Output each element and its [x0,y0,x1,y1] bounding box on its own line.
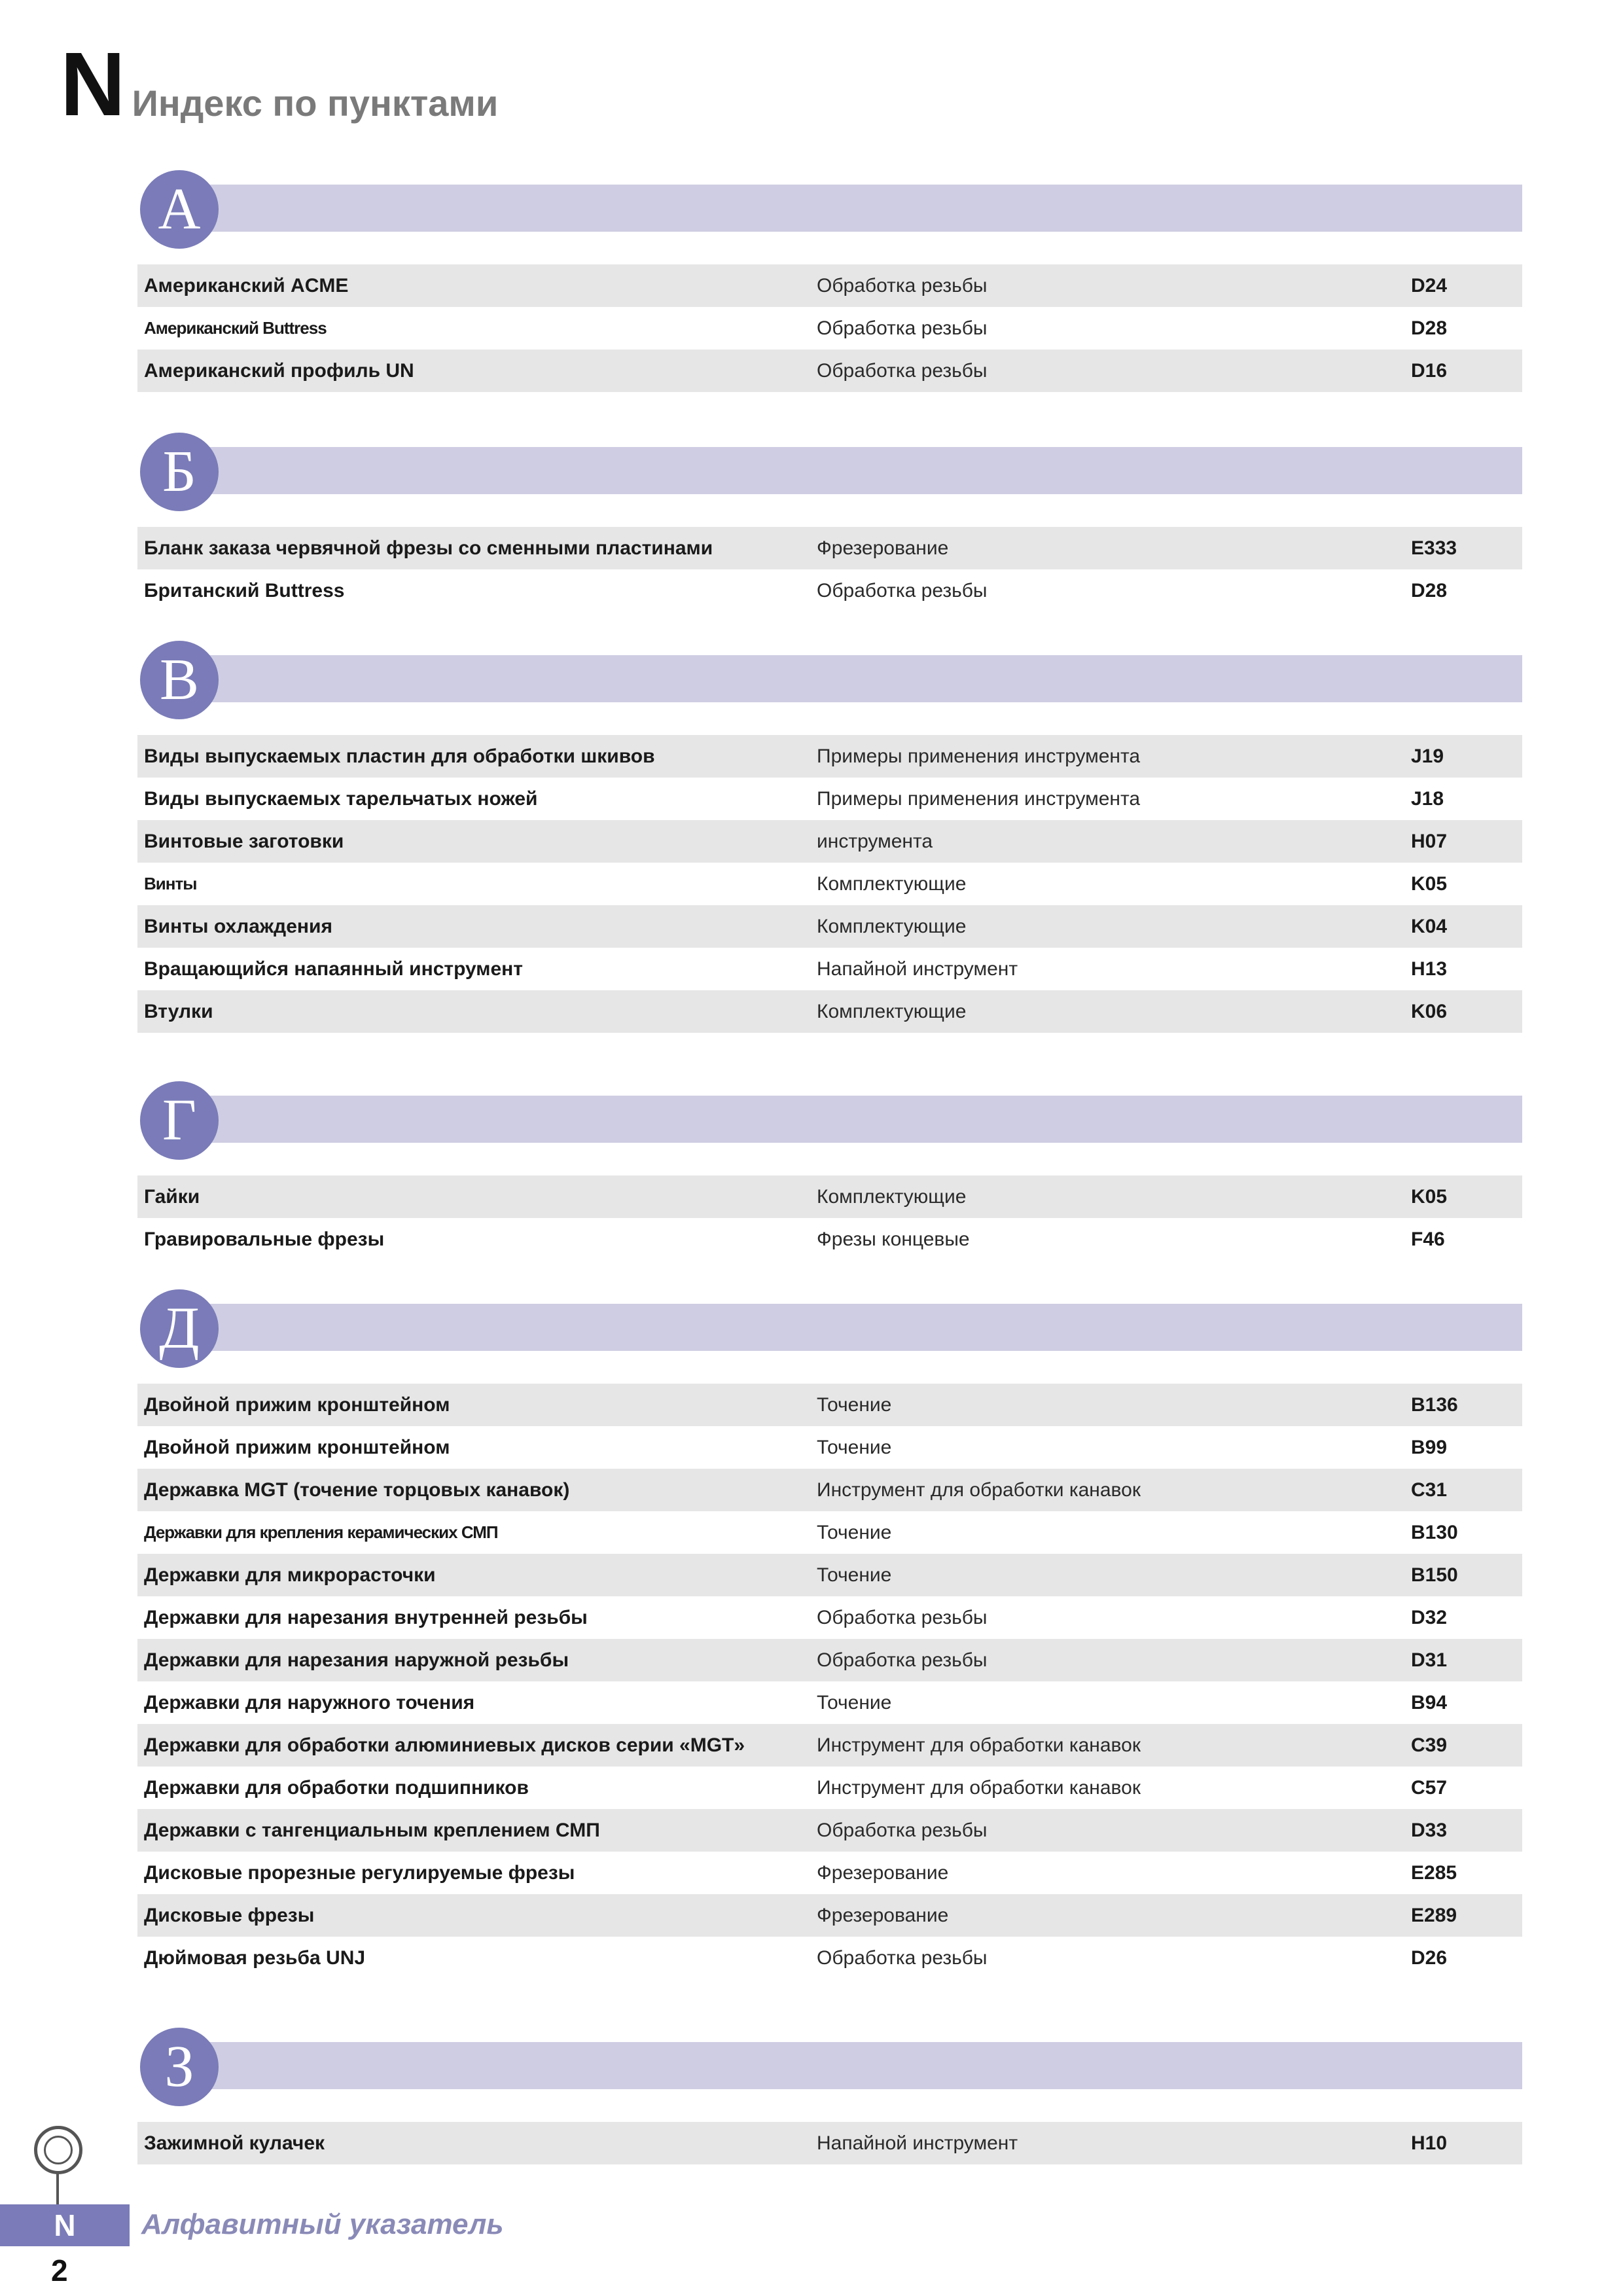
index-row[interactable] [137,948,1522,990]
index-term: Двойной прижим кронштейном [144,1436,450,1458]
index-page-ref[interactable]: D33 [1411,1819,1448,1841]
index-section [137,177,1522,392]
index-page-ref[interactable]: E285 [1411,1861,1457,1884]
index-row[interactable] [137,1218,1522,1261]
index-term: Американский профиль UN [144,359,414,382]
page-number: 2 [51,2253,68,2287]
index-page-ref[interactable]: J19 [1411,745,1444,767]
index-term: Дисковые фрезы [144,1904,315,1926]
index-page-ref[interactable]: K05 [1411,1185,1448,1208]
chapter-tab[interactable]: N [0,2204,130,2246]
section-bar [164,655,1522,702]
index-category: Инструмент для обработки канавок [817,1734,1141,1756]
index-term: Виды выпускаемых пластин для обработки шкивов [144,745,655,767]
index-term: Вращающийся напаянный инструмент [144,958,523,980]
index-term: Дюймовая резьба UNJ [144,1946,366,1969]
index-page-ref[interactable]: D26 [1411,1946,1448,1969]
index-page-ref[interactable]: B99 [1411,1436,1448,1458]
index-category: Точение [817,1521,892,1543]
index-term: Державка MGT (точение торцовых канавок) [144,1479,570,1501]
index-category: Комплектующие [817,915,967,937]
index-page-ref[interactable]: H13 [1411,958,1448,980]
index-category: Фрезерование [817,537,949,559]
index-page-ref[interactable]: K06 [1411,1000,1448,1022]
index-term: Винты [144,874,197,893]
index-category: Напайной инструмент [817,2132,1018,2154]
section-letter-badge: З [140,2028,219,2106]
footer-section-label: Алфавитный указатель [141,2208,504,2240]
index-row[interactable] [137,778,1522,820]
index-row[interactable] [137,1384,1522,1426]
section-header [137,177,1522,264]
index-term: Бланк заказа червячной фрезы со сменными пластинами [144,537,713,559]
index-category: Обработка резьбы [817,1819,988,1841]
index-row[interactable] [137,264,1522,307]
index-page-ref[interactable]: D28 [1411,317,1448,339]
index-page-ref[interactable]: D16 [1411,359,1448,382]
index-row[interactable] [137,307,1522,350]
index-category: Обработка резьбы [817,274,988,296]
index-row[interactable] [137,1511,1522,1554]
index-page-ref[interactable]: H07 [1411,830,1448,852]
page-header [60,34,499,135]
index-row[interactable] [137,1596,1522,1639]
index-category: Точение [817,1691,892,1713]
index-row[interactable] [137,2122,1522,2164]
index-term: Гравировальные фрезы [144,1228,385,1250]
index-term: Втулки [144,1000,213,1022]
index-sections [137,177,1522,2164]
index-page-ref[interactable]: C39 [1411,1734,1448,1756]
index-term: Державки с тангенциальным креплением СМП [144,1819,600,1841]
section-bar [164,447,1522,494]
index-term: Державки для обработки алюминиевых дисков серии «MGT» [144,1734,745,1756]
index-category: Комплектующие [817,872,967,895]
index-category: Комплектующие [817,1185,967,1208]
index-section [137,439,1522,612]
section-header [137,2034,1522,2122]
index-page-ref[interactable]: B150 [1411,1564,1458,1586]
index-row[interactable] [137,1894,1522,1937]
section-bar [164,185,1522,232]
section-rows [137,735,1522,1033]
index-term: Дисковые прорезные регулируемые фрезы [144,1861,575,1884]
section-letter-badge: Г [140,1081,219,1160]
index-row[interactable] [137,1724,1522,1767]
section-bar [164,1096,1522,1143]
index-term: Державки для наружного точения [144,1691,475,1713]
index-page-ref[interactable]: C31 [1411,1479,1448,1501]
index-section [137,1088,1522,1261]
index-row[interactable] [137,1767,1522,1809]
index-category: Фрезерование [817,1904,949,1926]
index-page-ref[interactable]: D31 [1411,1649,1448,1671]
section-rows [137,1384,1522,1979]
section-header [137,439,1522,527]
index-row[interactable] [137,527,1522,569]
index-term: Двойной прижим кронштейном [144,1393,450,1416]
section-letter-badge: Б [140,433,219,511]
index-category: Обработка резьбы [817,579,988,601]
index-row[interactable] [137,1639,1522,1681]
section-rows [137,1175,1522,1261]
index-category: Инструмент для обработки канавок [817,1479,1141,1501]
index-page-ref[interactable]: C57 [1411,1776,1448,1799]
index-page-ref[interactable]: F46 [1411,1228,1445,1250]
index-section [137,1296,1522,1979]
index-page-ref[interactable]: B130 [1411,1521,1458,1543]
index-term: Винты охлаждения [144,915,332,937]
index-category: Обработка резьбы [817,1649,988,1671]
section-header [137,1088,1522,1175]
index-page-ref[interactable]: K05 [1411,872,1448,895]
index-page-ref[interactable]: J18 [1411,787,1444,810]
index-row[interactable] [137,820,1522,863]
ring-stem [56,2172,59,2204]
index-page-ref[interactable]: B94 [1411,1691,1448,1713]
index-category: Примеры применения инструмента [817,745,1141,767]
index-row[interactable] [137,1809,1522,1852]
index-category: Обработка резьбы [817,317,988,339]
index-term: Виды выпускаемых тарельчатых ножей [144,787,538,810]
index-category: Примеры применения инструмента [817,787,1141,810]
index-row[interactable] [137,569,1522,612]
index-term: Державки для микрорасточки [144,1564,436,1586]
index-page-ref[interactable]: D28 [1411,579,1448,601]
chapter-letter: N [60,34,123,135]
index-section [137,647,1522,1033]
index-page-ref[interactable]: E333 [1411,537,1457,559]
index-term: Американский ACME [144,274,349,296]
index-row[interactable] [137,863,1522,905]
index-term: Британский Buttress [144,579,345,601]
index-row[interactable] [137,1681,1522,1724]
index-row[interactable] [137,990,1522,1033]
section-letter-badge: В [140,641,219,719]
section-letter-badge: A [140,170,219,249]
index-term: Гайки [144,1185,200,1208]
index-category: Точение [817,1393,892,1416]
section-letter-badge: Д [140,1289,219,1368]
index-term: Державки для обработки подшипников [144,1776,529,1799]
index-term: Винтовые заготовки [144,830,344,852]
index-term: Державки для нарезания внутренней резьбы [144,1606,588,1628]
index-row[interactable] [137,735,1522,778]
index-page-ref[interactable]: B136 [1411,1393,1458,1416]
index-category: Точение [817,1436,892,1458]
section-header [137,647,1522,735]
index-row[interactable] [137,1852,1522,1894]
index-page-ref[interactable]: K04 [1411,915,1448,937]
section-header [137,1296,1522,1384]
index-category: Точение [817,1564,892,1586]
section-bar [164,1304,1522,1351]
section-rows [137,2122,1522,2164]
index-term: Державки для крепления керамических СМП [144,1522,498,1542]
index-section [137,2034,1522,2164]
index-page-ref[interactable]: D24 [1411,274,1448,296]
index-row[interactable] [137,1554,1522,1596]
index-category: Обработка резьбы [817,1606,988,1628]
index-page-ref[interactable]: E289 [1411,1904,1457,1926]
index-category: Фрезы концевые [817,1228,970,1250]
index-term: Зажимной кулачек [144,2132,325,2154]
section-rows [137,264,1522,392]
index-category: Обработка резьбы [817,359,988,382]
index-row[interactable] [137,1175,1522,1218]
index-row[interactable] [137,1469,1522,1511]
index-category: инструмента [817,830,933,852]
index-row[interactable] [137,905,1522,948]
section-rows [137,527,1522,612]
index-category: Обработка резьбы [817,1946,988,1969]
index-page-ref[interactable]: H10 [1411,2132,1448,2154]
index-page-ref[interactable]: D32 [1411,1606,1448,1628]
index-term: Державки для нарезания наружной резьбы [144,1649,569,1671]
index-row[interactable] [137,1426,1522,1469]
ring-icon [34,2126,82,2174]
index-term: Американский Buttress [144,318,327,338]
index-category: Напайной инструмент [817,958,1018,980]
index-category: Инструмент для обработки канавок [817,1776,1141,1799]
page-title: Индекс по пунктами [132,82,499,124]
section-bar [164,2042,1522,2089]
index-category: Фрезерование [817,1861,949,1884]
index-row[interactable] [137,1937,1522,1979]
index-category: Комплектующие [817,1000,967,1022]
index-row[interactable] [137,350,1522,392]
